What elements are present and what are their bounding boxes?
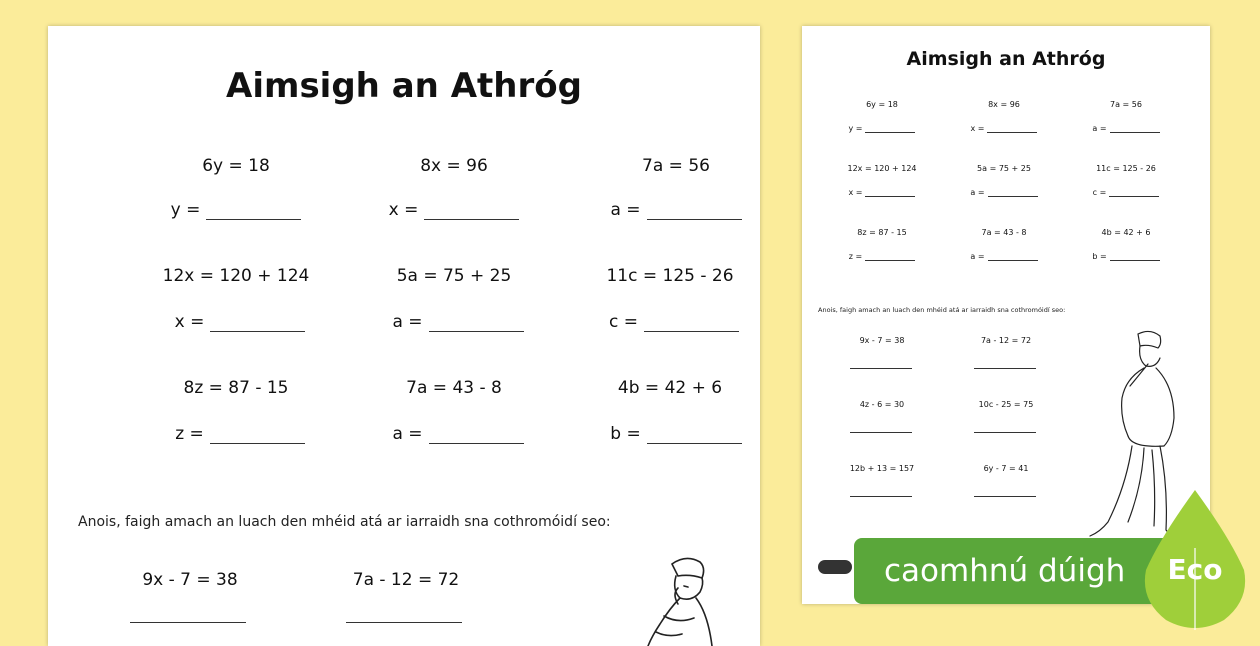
answer-9	[576, 424, 776, 444]
answer-2	[944, 124, 1064, 133]
answer-var: c =	[609, 312, 638, 332]
answer-line[interactable]	[130, 622, 246, 623]
answer-line[interactable]	[429, 317, 524, 332]
answer-5	[358, 312, 558, 332]
answer-6	[1066, 188, 1186, 197]
answer-var: a =	[970, 188, 985, 197]
equation-9: 4b = 42 + 6	[617, 378, 723, 398]
answer-6	[574, 312, 774, 332]
second-equation-3: 4z - 6 = 30	[859, 400, 905, 409]
second-equation-6: 6y - 7 = 41	[983, 464, 1029, 473]
answer-8	[944, 252, 1064, 261]
answer-var: y =	[170, 200, 201, 220]
equation-5: 5a = 75 + 25	[396, 266, 512, 286]
answer-line[interactable]	[210, 429, 305, 444]
answer-var: a =	[392, 424, 423, 444]
answer-var: x =	[174, 312, 205, 332]
answer-line[interactable]	[974, 432, 1036, 433]
answer-line[interactable]	[865, 189, 915, 197]
answer-line[interactable]	[1110, 125, 1160, 133]
answer-var: y =	[848, 124, 863, 133]
equation-1: 6y = 18	[866, 100, 898, 109]
equation-2: 8x = 96	[420, 156, 488, 176]
answer-7	[140, 424, 340, 444]
answer-line[interactable]	[647, 429, 742, 444]
answer-line[interactable]	[988, 253, 1038, 261]
answer-var: b =	[610, 424, 641, 444]
equation-6: 11c = 125 - 26	[606, 266, 734, 286]
equation-7: 8z = 87 - 15	[857, 228, 907, 237]
instruction-text: Anois, faigh amach an luach den mhéid atá ar iarraidh sna cothromóidí seo:	[78, 514, 611, 530]
answer-9	[1066, 252, 1186, 261]
answer-line[interactable]	[988, 189, 1038, 197]
equation-8: 7a = 43 - 8	[981, 228, 1027, 237]
answer-line[interactable]	[987, 125, 1037, 133]
equation-3: 7a = 56	[1110, 100, 1142, 109]
answer-line[interactable]	[850, 368, 912, 369]
answer-line[interactable]	[644, 317, 739, 332]
answer-var: z =	[848, 252, 863, 261]
worksheet-large	[48, 26, 760, 646]
answer-line[interactable]	[210, 317, 305, 332]
worksheet-title-small: Aimsigh an Athróg	[906, 48, 1106, 70]
second-equation-1: 9x - 7 = 38	[859, 336, 905, 345]
answer-line[interactable]	[424, 205, 519, 220]
answer-var: b =	[1092, 252, 1107, 261]
answer-line[interactable]	[346, 622, 462, 623]
answer-4	[140, 312, 340, 332]
answer-line[interactable]	[865, 125, 915, 133]
answer-1	[136, 200, 336, 220]
answer-line[interactable]	[647, 205, 742, 220]
answer-var: a =	[610, 200, 641, 220]
eco-banner-text: caomhnú dúigh	[884, 553, 1126, 589]
answer-3	[1066, 124, 1186, 133]
answer-3	[576, 200, 776, 220]
answer-1	[822, 124, 942, 133]
answer-line[interactable]	[850, 496, 912, 497]
equation-7: 8z = 87 - 15	[183, 378, 289, 398]
answer-8	[358, 424, 558, 444]
second-equation-4: 10c - 25 = 75	[978, 400, 1034, 409]
answer-7	[822, 252, 942, 261]
answer-var: z =	[175, 424, 204, 444]
answer-var: x =	[970, 124, 985, 133]
answer-line[interactable]	[974, 368, 1036, 369]
equation-3: 7a = 56	[642, 156, 710, 176]
equation-9: 4b = 42 + 6	[1101, 228, 1151, 237]
equation-4: 12x = 120 + 124	[162, 266, 310, 286]
equation-6: 11c = 125 - 26	[1096, 164, 1156, 173]
answer-var: x =	[848, 188, 863, 197]
answer-var: c =	[1092, 188, 1107, 197]
second-equation-1: 9x - 7 = 38	[142, 570, 238, 590]
answer-line[interactable]	[206, 205, 301, 220]
instruction-text: Anois, faigh amach an luach den mhéid atá ar iarraidh sna cothromóidí seo:	[818, 306, 1066, 314]
worksheet-title: Aimsigh an Athróg	[226, 66, 582, 106]
equation-5: 5a = 75 + 25	[977, 164, 1031, 173]
second-equation-5: 12b + 13 = 157	[849, 464, 915, 473]
eco-badge: Eco	[1167, 553, 1223, 586]
answer-line[interactable]	[429, 429, 524, 444]
answer-var: a =	[1092, 124, 1107, 133]
answer-line[interactable]	[865, 253, 915, 261]
answer-2	[354, 200, 554, 220]
second-equation-2: 7a - 12 = 72	[352, 570, 460, 590]
equation-2: 8x = 96	[988, 100, 1020, 109]
equation-4: 12x = 120 + 124	[847, 164, 917, 173]
answer-var: a =	[392, 312, 423, 332]
answer-var: a =	[970, 252, 985, 261]
equation-1: 6y = 18	[202, 156, 270, 176]
second-equation-2: 7a - 12 = 72	[980, 336, 1032, 345]
boy-thinking-icon	[608, 554, 728, 646]
answer-line[interactable]	[1109, 189, 1159, 197]
answer-4	[822, 188, 942, 197]
answer-line[interactable]	[850, 432, 912, 433]
equation-8: 7a = 43 - 8	[406, 378, 502, 398]
answer-line[interactable]	[1110, 253, 1160, 261]
answer-5	[944, 188, 1064, 197]
answer-line[interactable]	[974, 496, 1036, 497]
answer-var: x =	[388, 200, 419, 220]
logo-icon	[818, 560, 852, 574]
